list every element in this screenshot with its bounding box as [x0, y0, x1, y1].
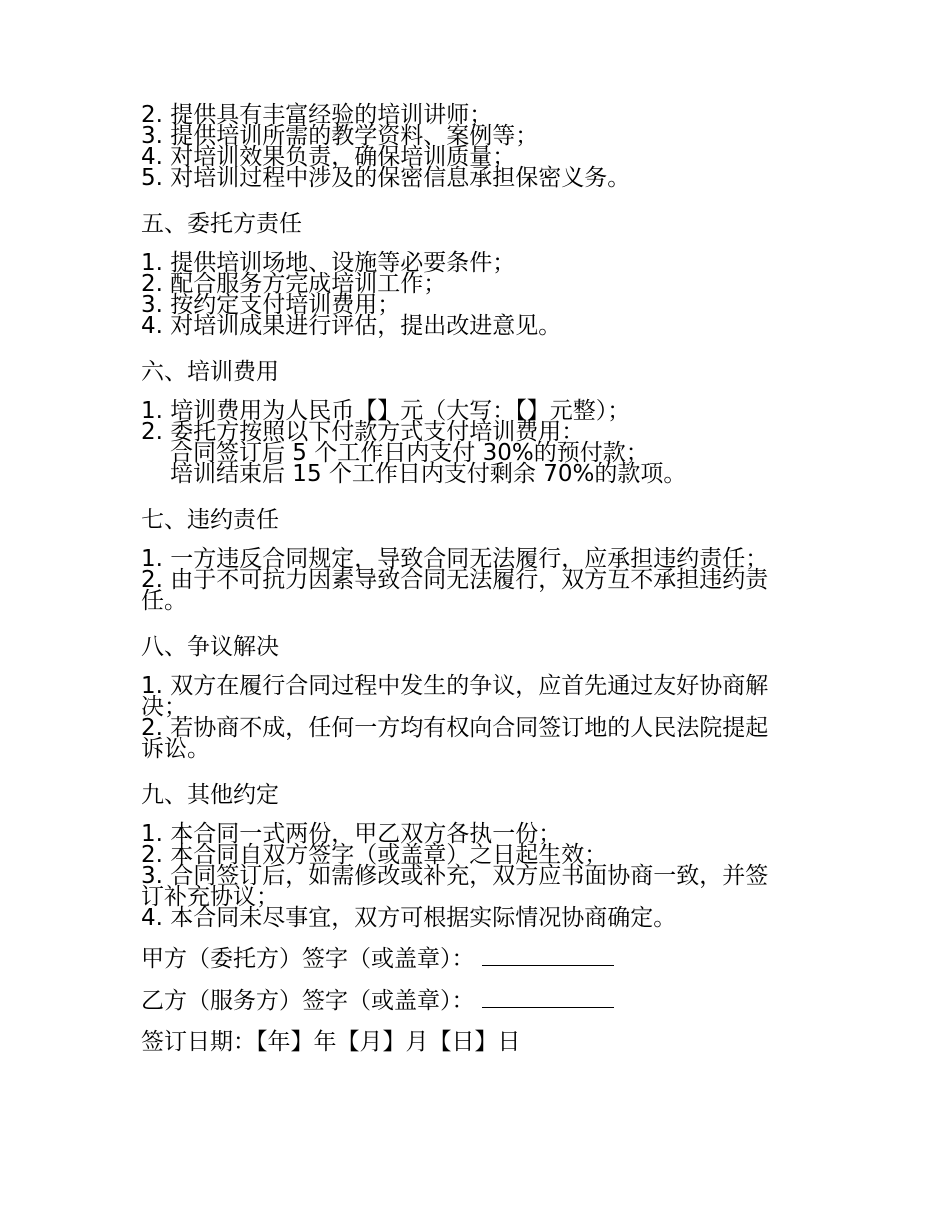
training-fees-list [141, 398, 791, 487]
dispute-resolution-list [141, 673, 791, 762]
section-heading-other-terms: 九、其他约定 [141, 782, 279, 808]
party-a-signature-blank [482, 943, 614, 966]
section-heading-client-duties: 五、委托方责任 [141, 211, 302, 237]
list-item: 2. 由于不可抗力因素导致合同无法履行，双方互不承担违约责任。 [141, 567, 769, 614]
section-heading-breach-liability: 七、违约责任 [141, 507, 279, 533]
list-item: 3. 按约定支付培训费用； [141, 292, 401, 318]
list-item: 1. 培训费用为人民币【】元（大写：【】元整）； [141, 398, 631, 424]
sub-list-item: 培训结束后 15 个工作日内支付剩余 70%的款项。 [170, 461, 687, 487]
list-item: 1. 本合同一式两份，甲乙双方各执一份； [141, 821, 562, 847]
party-b-signature-blank [482, 985, 614, 1008]
breach-liability-list [141, 546, 791, 614]
party-b-signature-line [141, 985, 791, 1015]
contract-body [141, 102, 791, 1057]
list-item: 2. 本合同自双方签字（或盖章）之日起生效； [141, 842, 608, 868]
party-a-signature-label: 甲方（委托方）签字（或盖章）： [141, 946, 475, 972]
list-item: 3. 提供培训所需的教学资料、案例等； [141, 123, 539, 149]
list-item: 5. 对培训过程中涉及的保密信息承担保密义务。 [141, 165, 631, 191]
client-duties-list [141, 250, 791, 339]
list-item: 2. 委托方按照以下付款方式支付培训费用： [141, 419, 585, 445]
sub-list-item: 合同签订后 5 个工作日内支付 30%的预付款； [170, 440, 649, 466]
list-item: 1. 双方在履行合同过程中发生的争议，应首先通过友好协商解决； [141, 673, 769, 720]
party-b-signature-label: 乙方（服务方）签字（或盖章）： [141, 988, 475, 1014]
list-item: 2. 若协商不成，任何一方均有权向合同签订地的人民法院提起诉讼。 [141, 715, 769, 762]
signing-date: 签订日期：【年】年【月】月【日】日 [141, 1029, 521, 1055]
party-a-signature-line [141, 943, 791, 973]
list-item: 2. 提供具有丰富经验的培训讲师； [141, 102, 493, 128]
service-provider-duties-list [141, 102, 791, 191]
list-item: 4. 对培训成果进行评估，提出改进意见。 [141, 313, 562, 339]
list-item: 1. 一方违反合同规定，导致合同无法履行，应承担违约责任； [141, 546, 769, 572]
list-item: 4. 对培训效果负责，确保培训质量； [141, 144, 516, 170]
list-item: 4. 本合同未尽事宜，双方可根据实际情况协商确定。 [141, 905, 677, 931]
section-heading-training-fees: 六、培训费用 [141, 359, 279, 385]
section-heading-dispute-resolution: 八、争议解决 [141, 634, 279, 660]
list-item: 1. 提供培训场地、设施等必要条件； [141, 250, 516, 276]
other-terms-list [141, 821, 791, 931]
list-item: 3. 合同签订后，如需修改或补充，双方应书面协商一致，并签订补充协议； [141, 863, 769, 910]
list-item: 2. 配合服务方完成培训工作； [141, 271, 447, 297]
